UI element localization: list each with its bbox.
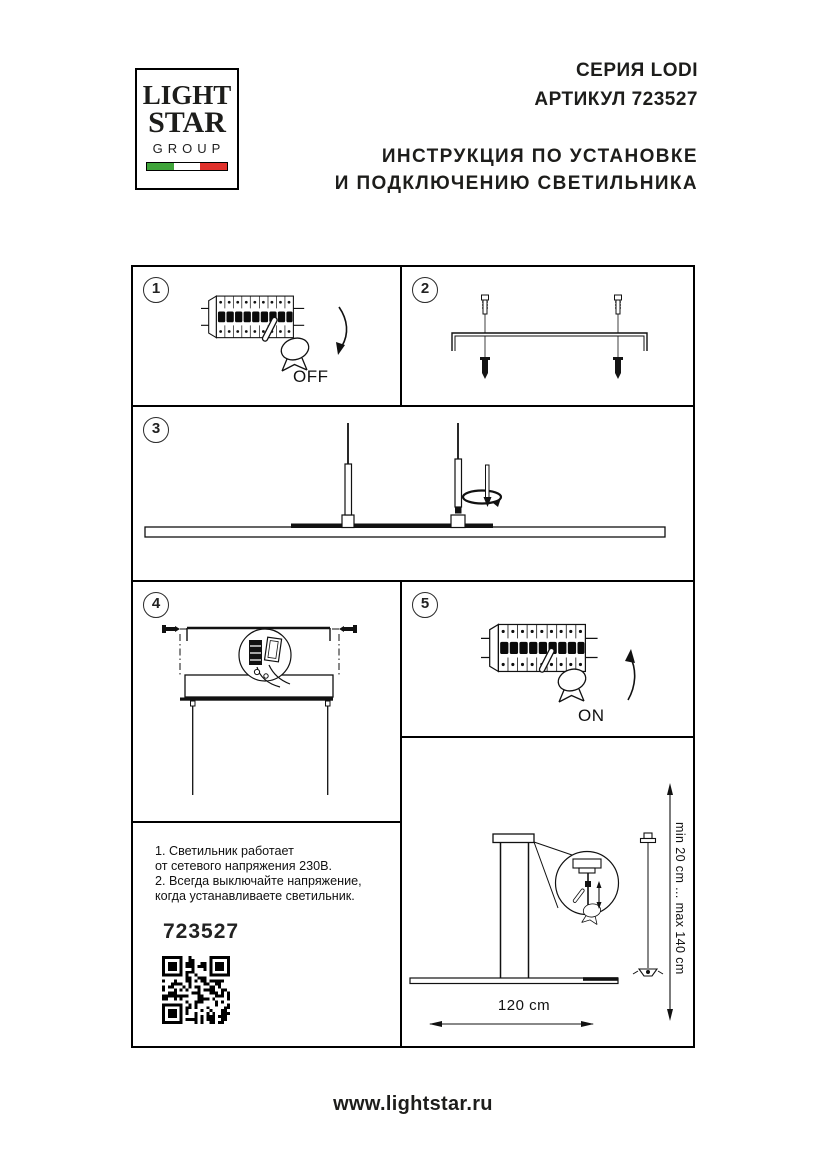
width-dimension-label: 120 cm: [497, 997, 551, 1014]
instruction-title: [335, 143, 698, 197]
step-2-panel: [402, 267, 693, 405]
dimensions-panel: [402, 738, 693, 1046]
on-label: ON: [578, 706, 605, 725]
italian-flag-icon: [146, 162, 228, 171]
note-line: когда устанавливаете светильник.: [155, 889, 355, 903]
note-line: от сетевого напряжения 230В.: [155, 859, 332, 873]
article-number: 723527: [163, 920, 240, 943]
instruction-title-line1: ИНСТРУКЦИЯ ПО УСТАНОВКЕ: [381, 146, 698, 167]
step-number-badge: 1: [143, 277, 169, 303]
lightstar-logo: [135, 68, 239, 190]
flag-red-stripe: [200, 163, 227, 170]
height-range-label: min 20 cm ... max 140 cm: [673, 822, 687, 975]
step-number-badge: 3: [143, 417, 169, 443]
flag-green-stripe: [147, 163, 174, 170]
off-label: OFF: [293, 367, 329, 386]
qr-code: [162, 956, 230, 1024]
step-number-badge: 2: [412, 277, 438, 303]
series-label: СЕРИЯ LODI: [575, 60, 698, 81]
step-3-panel: [133, 407, 693, 580]
instruction-grid: [131, 265, 695, 1048]
breaker-off-drawing: [133, 267, 400, 405]
flag-white-stripe: [174, 163, 201, 170]
step-1-panel: [133, 267, 400, 405]
instruction-title-line2: И ПОДКЛЮЧЕНИЮ СВЕТИЛЬНИКА: [334, 173, 698, 194]
step-number-badge: 5: [412, 592, 438, 618]
safety-notes: [155, 844, 387, 904]
step-5-panel: [402, 582, 693, 736]
logo-text-star: STAR: [148, 106, 226, 139]
notes-panel: [133, 823, 400, 1046]
step-4-panel: [133, 582, 400, 821]
breaker-on-drawing: [402, 582, 693, 736]
step-number-badge: 4: [143, 592, 169, 618]
mounting-bracket-drawing: [402, 267, 693, 405]
logo-text-group: GROUP: [152, 141, 226, 156]
fixture-rods-drawing: [133, 407, 693, 580]
article-label: АРТИКУЛ 723527: [534, 89, 698, 110]
note-line: 1. Светильник работает: [155, 844, 294, 858]
footer-website: www.lightstar.ru: [333, 1093, 493, 1115]
note-line: 2. Всегда выключайте напряжение,: [155, 874, 362, 888]
logo-text-light: LIGHT: [142, 80, 232, 110]
canopy-wiring-drawing: [133, 582, 400, 821]
header-title-block: [335, 60, 698, 197]
